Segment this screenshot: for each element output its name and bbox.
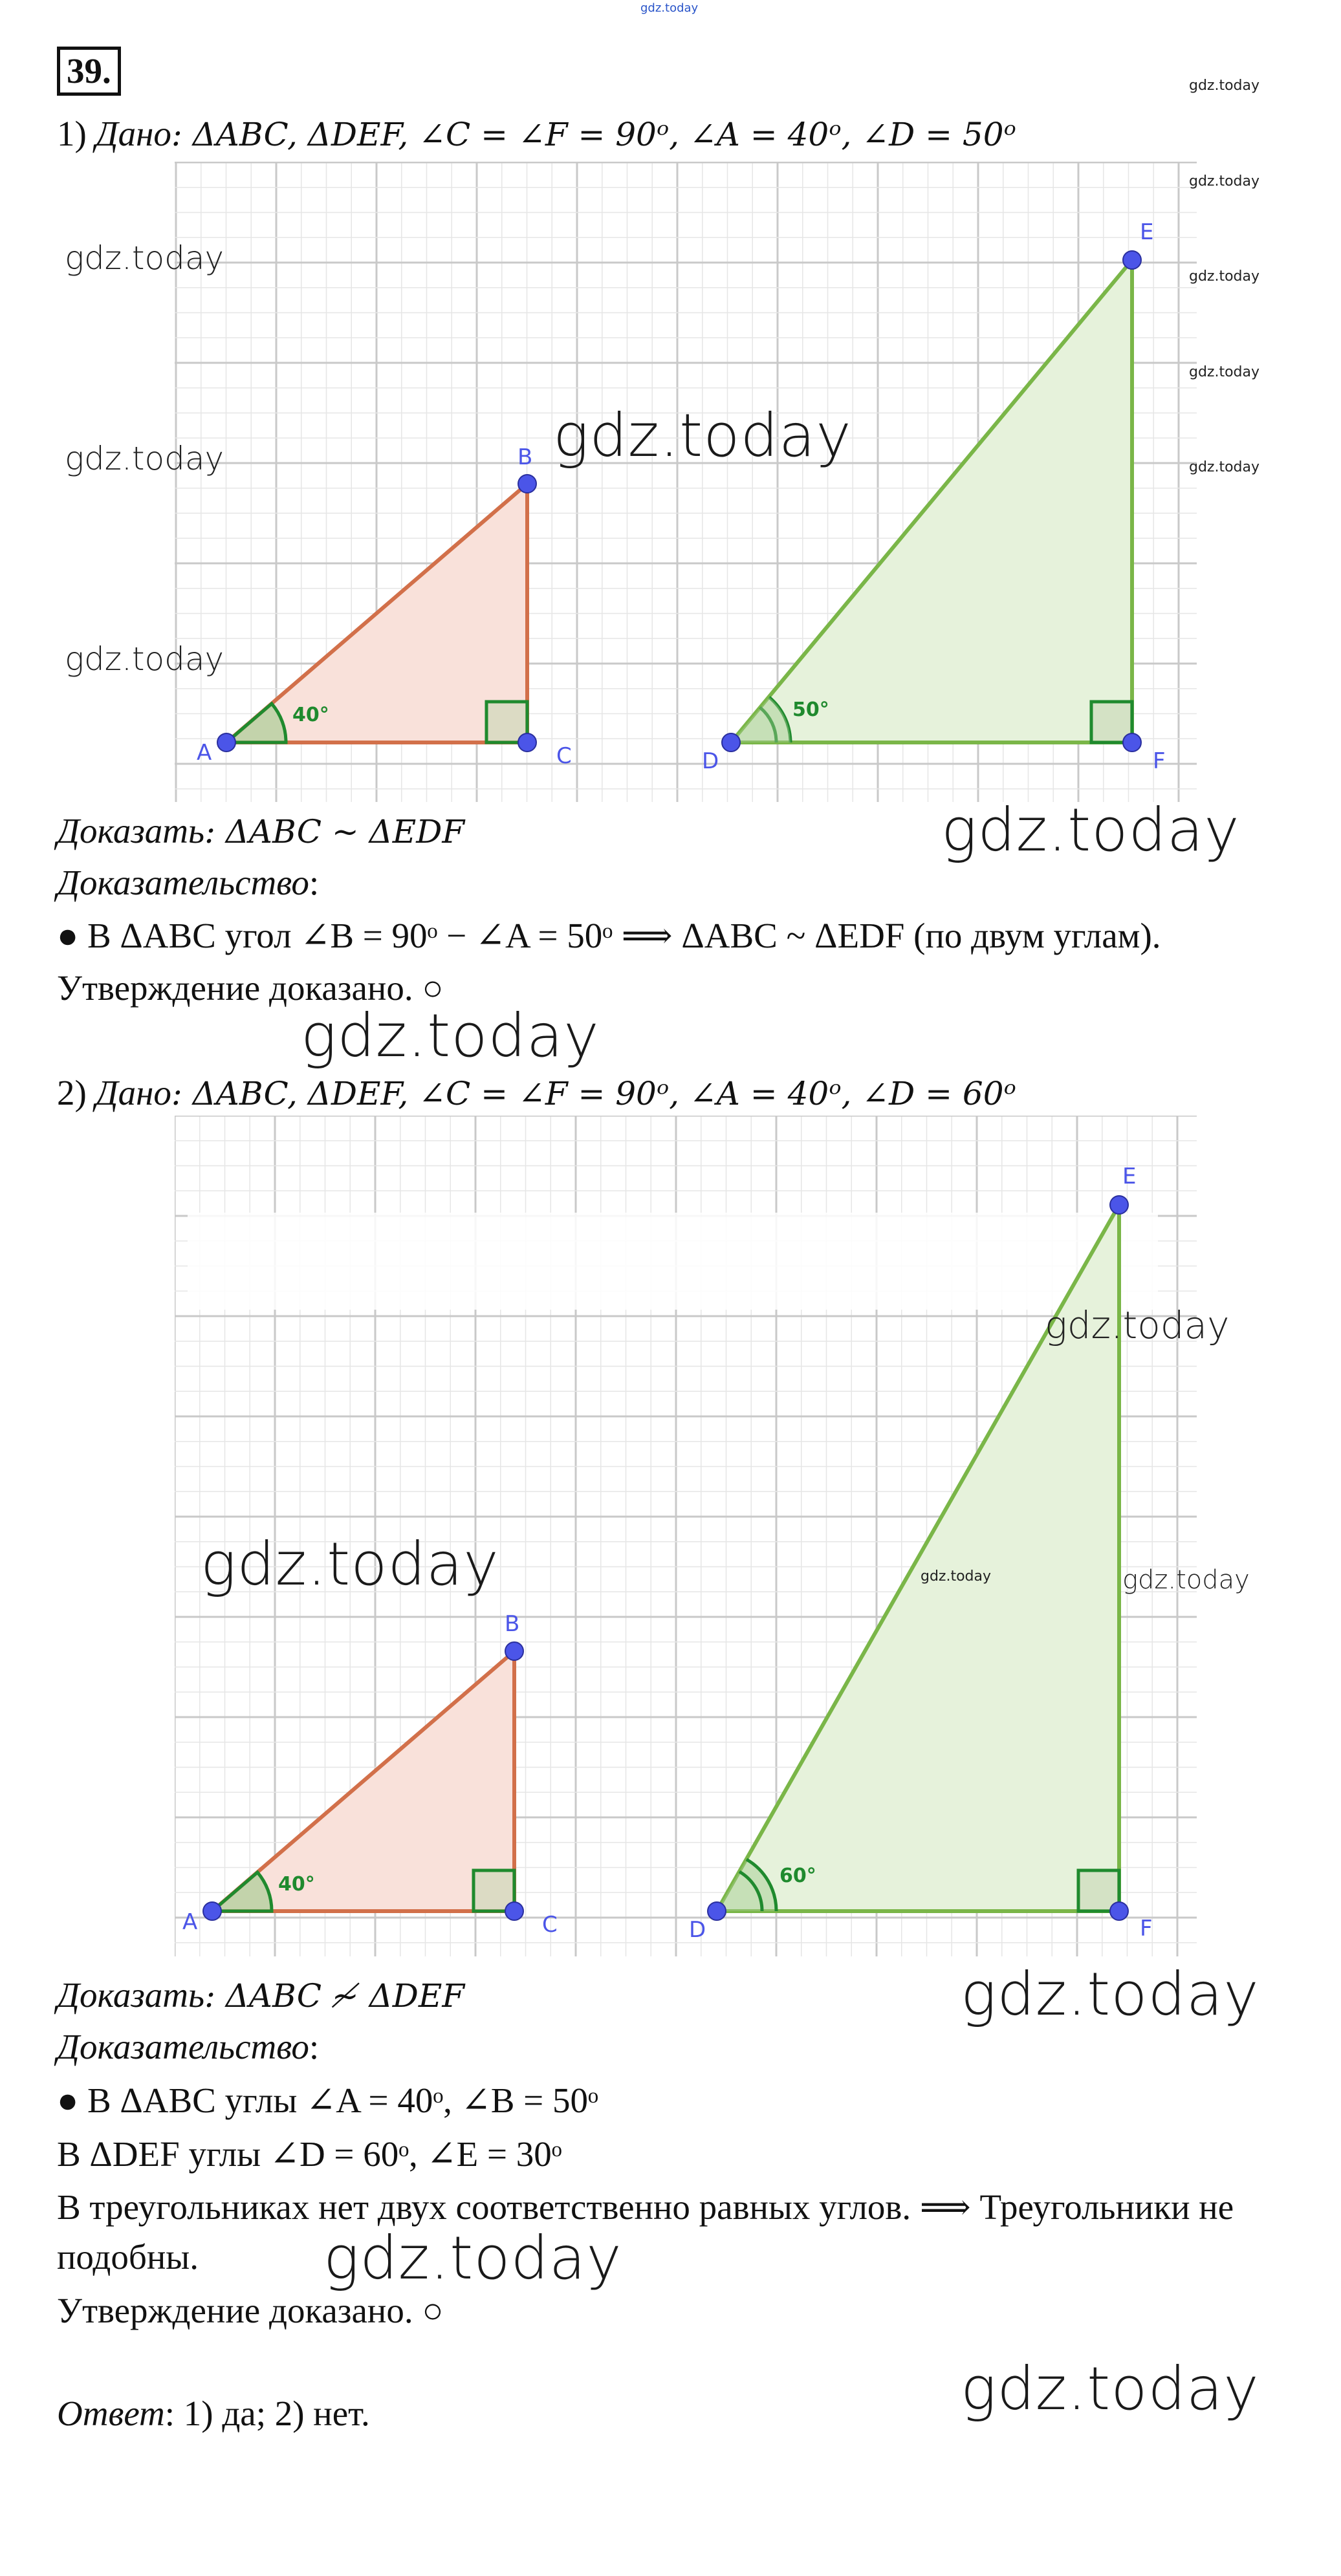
part2-line2: В ΔDEF углы ∠D = 60ᵒ, ∠E = 30ᵒ <box>57 2134 562 2174</box>
triangle-def-1 <box>731 260 1132 742</box>
watermark-p1-prove: gdz.today <box>941 796 1240 865</box>
answer: Ответ: 1) да; 2) нет. <box>57 2394 370 2433</box>
angle-arc-a-2 <box>212 1872 272 1911</box>
point-f-2 <box>1110 1902 1128 1920</box>
part2-conclusion: Утверждение доказано. ○ <box>57 2291 444 2330</box>
point-a-1 <box>217 733 235 752</box>
watermark-fig1-b: gdz.today <box>65 440 224 477</box>
label-a-1: A <box>197 740 212 766</box>
part2-line3: В треугольниках нет двух соответственно равных углов. ⟹ Треугольники не <box>57 2187 1234 2227</box>
part2-line4: подобны. <box>57 2237 199 2277</box>
label-b-2: B <box>505 1611 520 1637</box>
watermark-fig2-a: gdz.today <box>1045 1303 1230 1347</box>
label-d-2: D <box>689 1917 706 1943</box>
watermark-p2-prove: gdz.today <box>961 1960 1259 2029</box>
part1-proof-line: ● В ΔABC угол ∠B = 90ᵒ − ∠A = 50ᵒ ⟹ ΔABC ~ ΔEDF (по двум углам). <box>57 916 1161 955</box>
watermark-fig1-big: gdz.today <box>553 401 852 470</box>
point-c-1 <box>518 733 536 752</box>
point-b-1 <box>518 475 536 493</box>
watermark-fig1-s1: gdz.today <box>1189 173 1260 189</box>
watermark-fig2-big: gdz.today <box>201 1530 499 1599</box>
part2-line1: ● В ΔABC углы ∠A = 40ᵒ, ∠B = 50ᵒ <box>57 2081 598 2120</box>
label-b-1: B <box>518 444 533 470</box>
angle-label-d-1: 50° <box>792 698 829 721</box>
problem-number: 39. <box>57 47 121 96</box>
point-d-1 <box>722 733 740 752</box>
label-d-1: D <box>702 748 719 774</box>
label-a-2: A <box>182 1909 198 1935</box>
angle-arc-a-1 <box>226 704 286 742</box>
part2-given: 2) Дано: ΔABC, ΔDEF, ∠C = ∠F = 90ᵒ, ∠A = 40ᵒ, ∠D = 60ᵒ <box>57 1073 1016 1112</box>
watermark-fig2-b: gdz.today <box>1122 1565 1250 1595</box>
watermark-top: gdz.today <box>640 1 699 15</box>
label-e-2: E <box>1122 1164 1137 1189</box>
part1-proof-label: Доказательство: <box>57 863 320 902</box>
part1-given: 1) Дано: ΔABC, ΔDEF, ∠C = ∠F = 90ᵒ, ∠A = 40ᵒ, ∠D = 50ᵒ <box>57 114 1016 153</box>
point-a-2 <box>203 1902 221 1920</box>
watermark-fig2-s: gdz.today <box>921 1568 992 1585</box>
point-d-2 <box>708 1902 726 1920</box>
part2-proof-label: Доказательство: <box>57 2027 320 2066</box>
watermark-fig1-s2: gdz.today <box>1189 268 1260 285</box>
watermark-fig1-a: gdz.today <box>65 239 224 277</box>
point-e-1 <box>1123 251 1141 269</box>
watermark-p2-line4: gdz.today <box>323 2224 622 2293</box>
label-c-2: C <box>542 1912 558 1938</box>
watermark-answer: gdz.today <box>961 2354 1259 2423</box>
angle-label-a-2: 40° <box>278 1873 315 1896</box>
label-e-1: E <box>1140 219 1154 245</box>
label-f-1: F <box>1153 748 1166 774</box>
watermark-fig1-s3: gdz.today <box>1189 364 1260 380</box>
watermark-p1-conc: gdz.today <box>301 1001 600 1070</box>
watermark-fig1-c: gdz.today <box>65 640 224 678</box>
watermark-fig1-s4: gdz.today <box>1189 459 1260 475</box>
label-f-2: F <box>1140 1916 1153 1942</box>
label-c-1: C <box>556 743 572 769</box>
given-label: Дано <box>95 114 171 153</box>
point-e-2 <box>1110 1196 1128 1214</box>
part2-prove: Доказать: ΔABC ≁ ΔDEF <box>57 1975 465 2015</box>
part1-conclusion: Утверждение доказано. ○ <box>57 968 444 1008</box>
point-c-2 <box>505 1902 523 1920</box>
figure-1 <box>175 162 1197 802</box>
angle-label-a-1: 40° <box>292 704 329 726</box>
part1-prove: Доказать: ΔABC ~ ΔEDF <box>57 811 465 850</box>
angle-label-d-2: 60° <box>780 1865 816 1887</box>
point-f-1 <box>1123 733 1141 752</box>
point-b-2 <box>505 1642 523 1660</box>
watermark-small: gdz.today <box>1189 78 1260 94</box>
